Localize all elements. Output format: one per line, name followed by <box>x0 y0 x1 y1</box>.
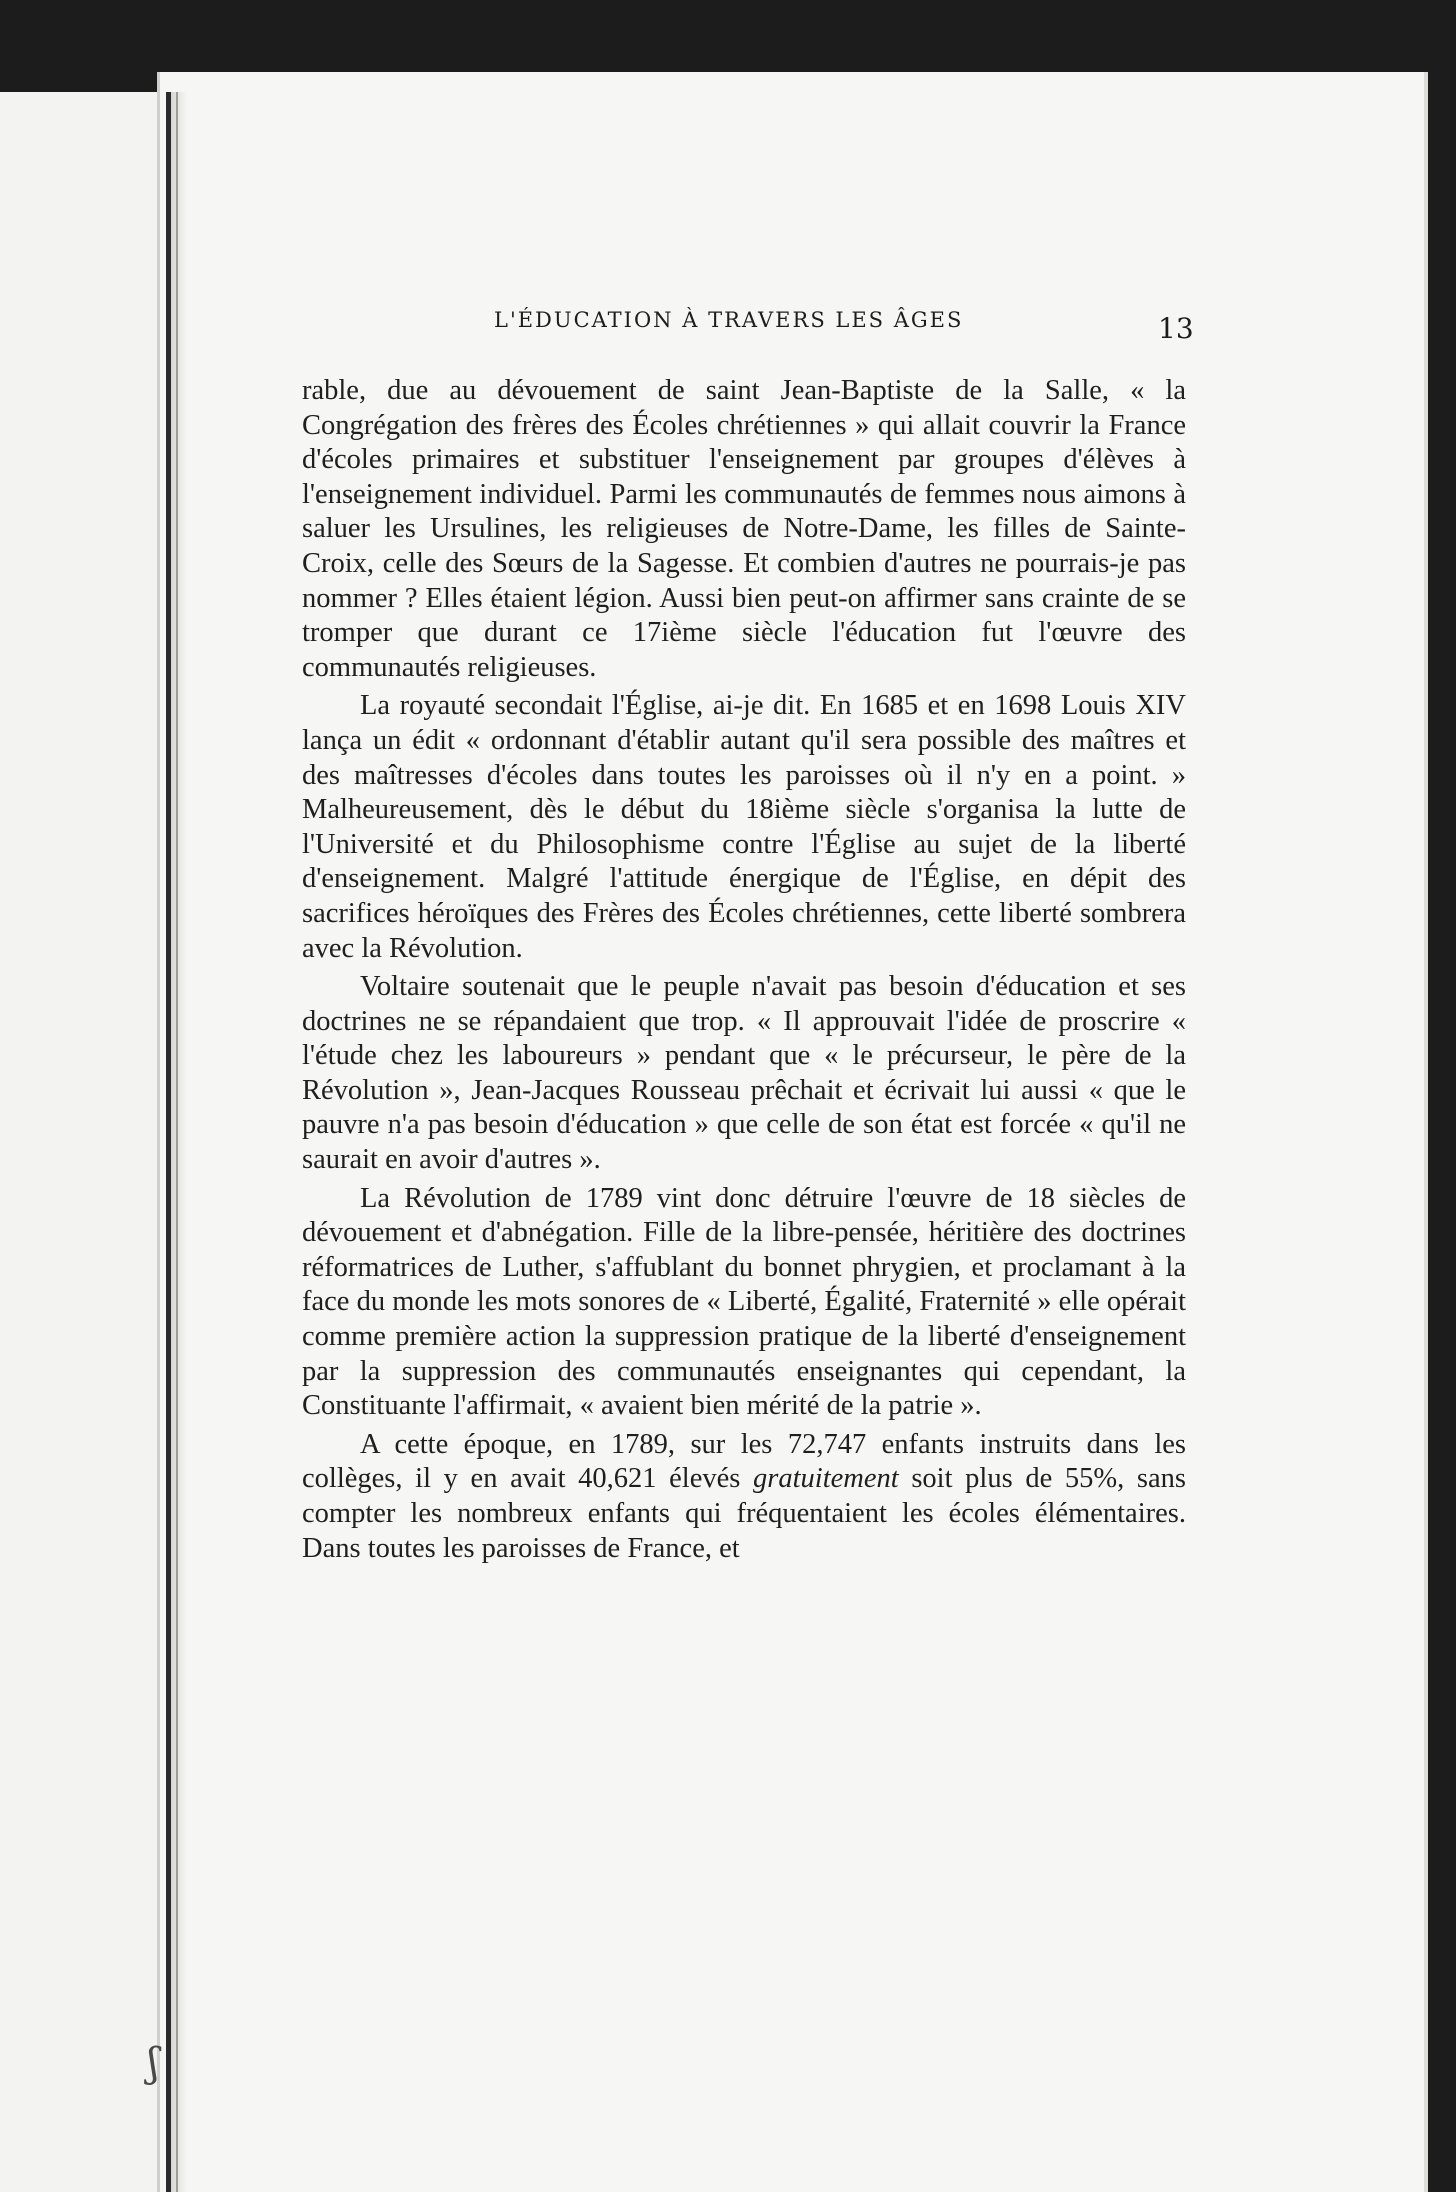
paragraph-4: La Révolution de 1789 vint donc détruire l'œuvre de 18 siècles de dévouement et d'abnégation. Fille de la libre-pensée, héritière des doctrines réformatrices de Luther, s'affublant du bonnet phrygien, et proclamant à la face du monde les mots sonores de « Liberté, Égalité, Fraternité » elle opérait comme première action la suppression pratique de la liberté d'enseignement par la suppression des communautés enseignantes qui cependant, la Constituante l'affirmait, « avaient bien mérité de la patrie ». <box>302 1182 1186 1422</box>
running-header: L'ÉDUCATION À TRAVERS LES ÂGES <box>494 308 964 332</box>
paragraph-2: La royauté secondait l'Église, ai-je dit. En 1685 et en 1698 Louis XIV lança un édit « ordonnant d'établir autant qu'il sera possible des maîtres et des maîtresses d'écoles dans toutes les paroisses où il n'y en a point. » Malheureusement, dès le début du 18ième siècle s'organisa la lutte de l'Université et du Philosophisme contre l'Église au sujet de la liberté d'enseignement. Malgré l'attitude énergique de l'Église, en dépit des sacrifices héroïques des Frères des Écoles chrétiennes, cette liberté sombrera avec la Révolution. <box>302 690 1186 964</box>
page-number: 13 <box>1158 312 1194 345</box>
body-text <box>302 374 1186 1570</box>
paragraph-1: rable, due au dévouement de saint Jean-Baptiste de la Salle, « la Congrégation des frères des Écoles chrétiennes » qui allait couvrir la France d'écoles primaires et substituer l'enseignement par groupes d'élèves à l'enseignement individuel. Parmi les communautés de femmes nous aimons à saluer les Ursulines, les religieuses de Notre-Dame, les filles de Sainte-Croix, celle des Sœurs de la Sagesse. Et combien d'autres ne pourrais-je pas nommer ? Elles étaient légion. Aussi bien peut-on affirmer sans crainte de se tromper que durant ce 17ième siècle l'éducation fut l'œuvre des communautés religieuses. <box>302 375 1186 683</box>
left-page-edge <box>0 92 172 2192</box>
gutter-pencil-mark: ʃ <box>148 2040 159 2086</box>
paragraph-5-start: A cette époque, en 1789, sur les 72,747 enfants instruits dans les collèges, il y en avait 40,621 élevés <box>302 1428 1186 1495</box>
paragraph-5 <box>302 1428 1186 1566</box>
page-fold-line <box>176 92 178 2192</box>
paragraph-5-end: soit plus de 55%, sans compter les nombreux enfants qui fréquentaient les écoles élémentaires. Dans toutes les paroisses de France, et <box>302 1463 1186 1564</box>
gutter-shadow <box>171 92 187 2192</box>
italic-word: gratuitement <box>753 1463 899 1495</box>
page-right-edge <box>1424 72 1428 2192</box>
paragraph-3: Voltaire soutenait que le peuple n'avait pas besoin d'éducation et ses doctrines ne se répandaient que trop. « Il approuvait l'idée de proscrire « l'étude chez les laboureurs » pendant que « le précurseur, le père de la Révolution », Jean-Jacques Rousseau prêchait et écrivait lui aussi « que le pauvre n'a pas besoin d'éducation » que celle de son état est forcée « qu'il ne saurait en avoir d'autres ». <box>302 971 1186 1176</box>
